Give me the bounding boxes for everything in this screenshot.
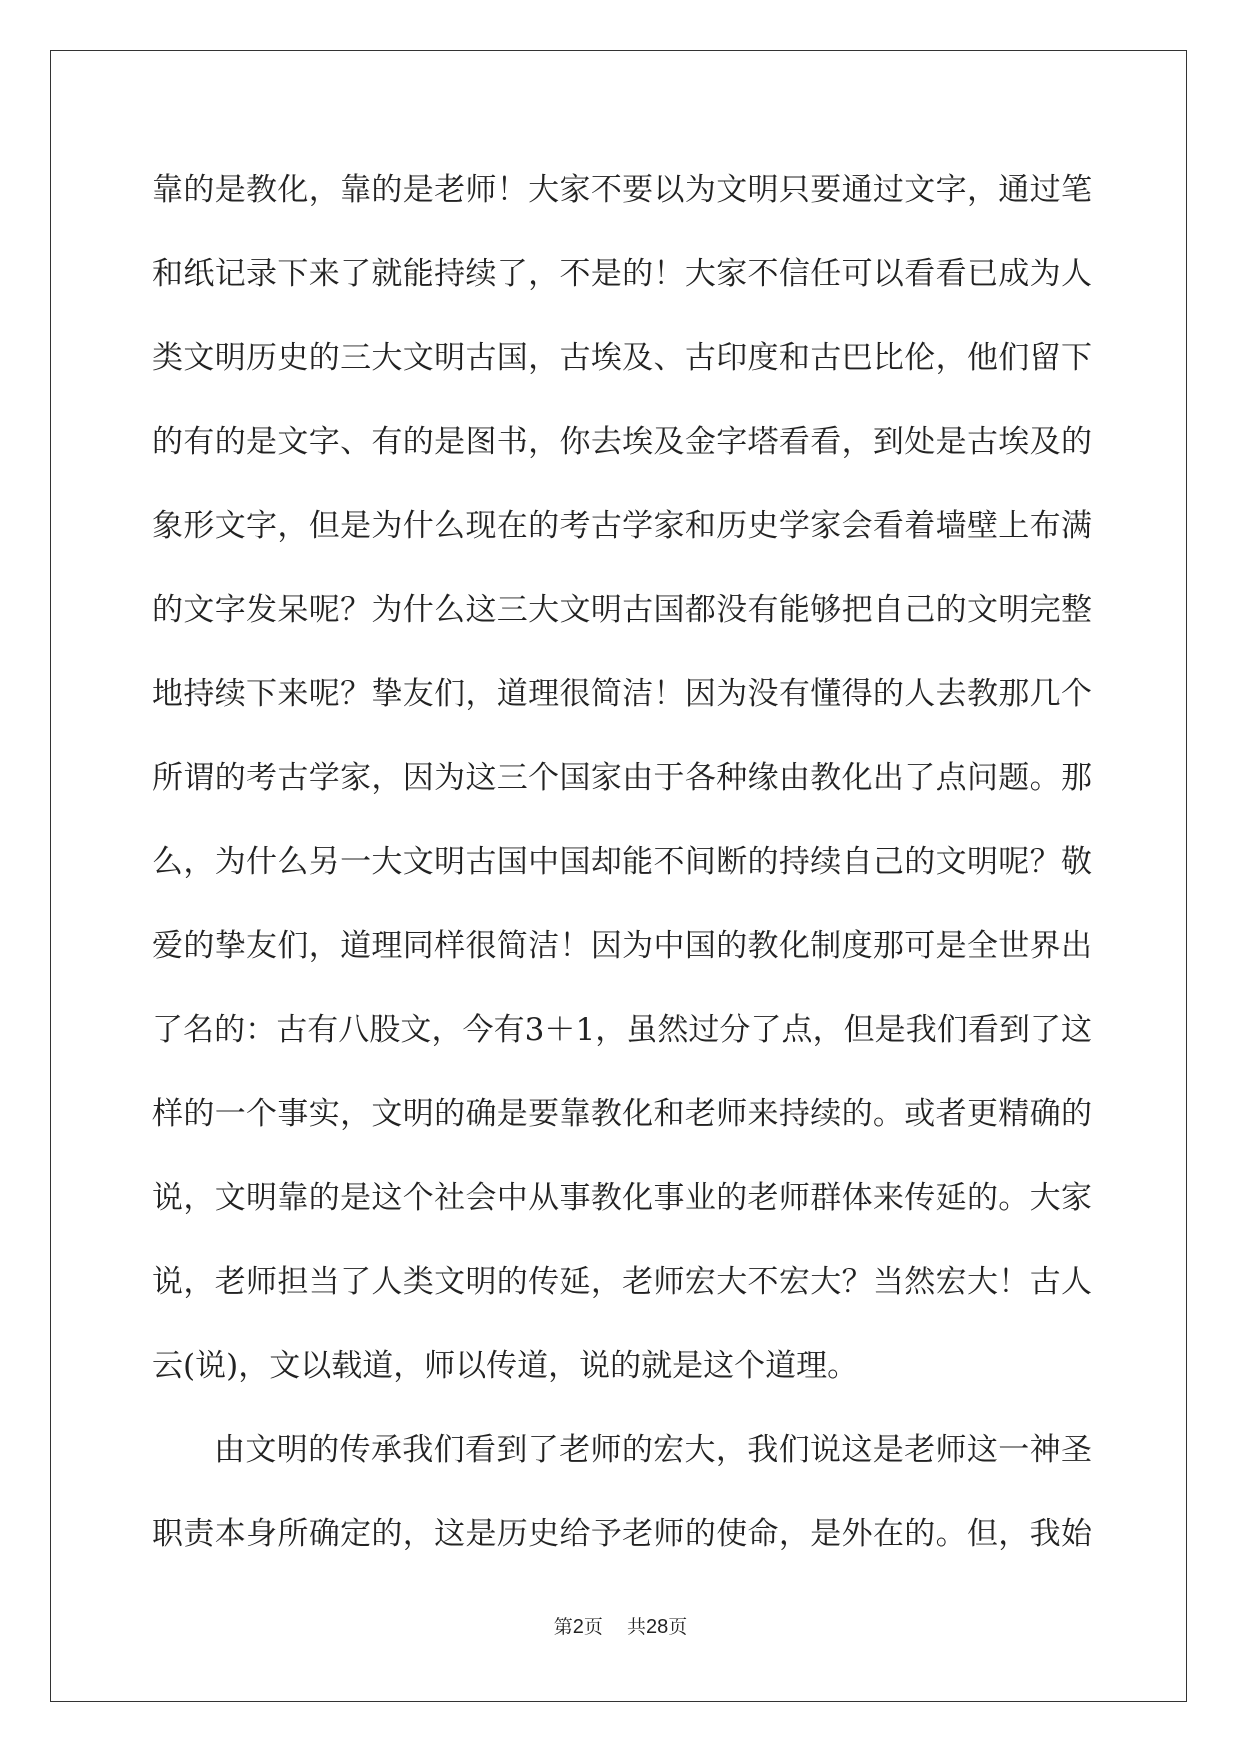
text-line: 样的一个事实，文明的确是要靠教化和老师来持续的。或者更精确的 xyxy=(152,1096,1092,1132)
text-line: 职责本身所确定的，这是历史给予老师的使命，是外在的。但，我始 xyxy=(152,1516,1092,1552)
text-line: 由文明的传承我们看到了老师的宏大，我们说这是老师这一神圣 xyxy=(214,1432,1092,1468)
text-line: 么，为什么另一大文明古国中国却能不间断的持续自己的文明呢？敬 xyxy=(152,844,1092,880)
total-prefix: 共 xyxy=(626,1616,646,1638)
page-suffix: 页 xyxy=(583,1616,603,1638)
text-line: 云(说)，文以载道，师以传道，说的就是这个道理。 xyxy=(152,1348,859,1384)
text-line: 说，老师担当了人类文明的传延，老师宏大不宏大？当然宏大！古人 xyxy=(152,1264,1092,1300)
text-line: 的有的是文字、有的是图书，你去埃及金字塔看看，到处是古埃及的 xyxy=(152,424,1092,460)
text-line: 地持续下来呢？挚友们，道理很简洁！因为没有懂得的人去教那几个 xyxy=(152,676,1092,712)
text-line: 所谓的考古学家，因为这三个国家由于各种缘由教化出了点问题。那 xyxy=(152,760,1092,796)
page-number: 2 xyxy=(572,1616,584,1638)
page-footer xyxy=(0,1612,1241,1639)
text-line: 说，文明靠的是这个社会中从事教化事业的老师群体来传延的。大家 xyxy=(152,1180,1092,1216)
paragraph-2 xyxy=(152,1418,1092,1586)
text-line: 类文明历史的三大文明古国，古埃及、古印度和古巴比伦，他们留下 xyxy=(152,340,1092,376)
page-prefix: 第 xyxy=(553,1616,573,1638)
total-pages: 28 xyxy=(645,1616,669,1638)
text-line: 了名的：古有八股文，今有3＋1，虽然过分了点，但是我们看到了这 xyxy=(152,1012,1092,1048)
document-body xyxy=(152,158,1092,1586)
paragraph-1 xyxy=(152,158,1092,1418)
text-line: 爱的挚友们，道理同样很简洁！因为中国的教化制度那可是全世界出 xyxy=(152,928,1092,964)
text-line: 象形文字，但是为什么现在的考古学家和历史学家会看着墙壁上布满 xyxy=(152,508,1092,544)
text-line: 靠的是教化，靠的是老师！大家不要以为文明只要通过文字，通过笔 xyxy=(152,172,1092,208)
text-line: 的文字发呆呢？为什么这三大文明古国都没有能够把自己的文明完整 xyxy=(152,592,1092,628)
total-suffix: 页 xyxy=(668,1616,688,1638)
text-line: 和纸记录下来了就能持续了，不是的！大家不信任可以看看已成为人 xyxy=(152,256,1092,292)
